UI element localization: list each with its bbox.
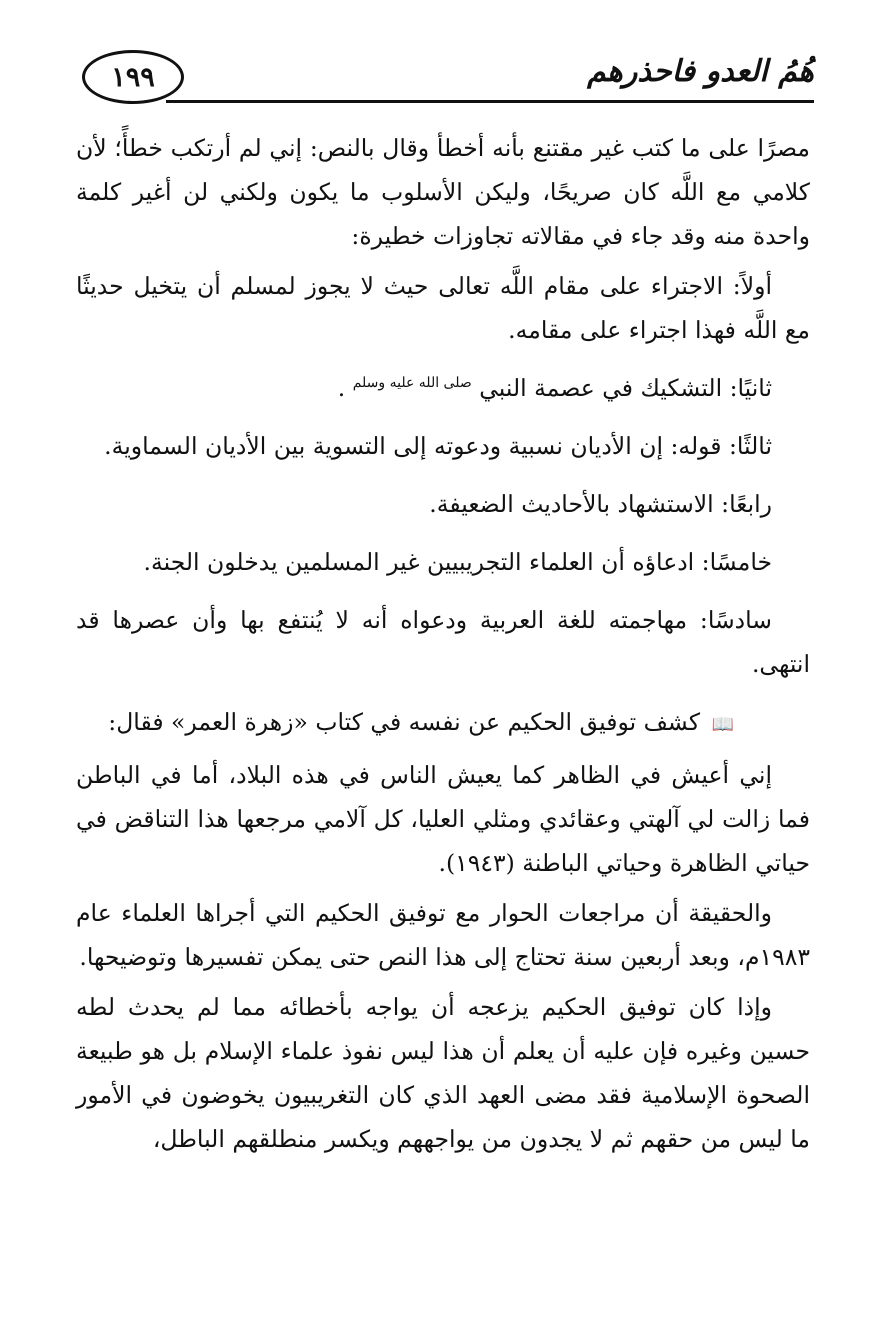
list-item-2-text: ثانيًا: التشكيك في عصمة النبي — [479, 374, 772, 402]
page-header — [70, 44, 814, 106]
header-rule — [166, 100, 814, 103]
running-title: هُمُ العدو فاحذرهم — [587, 54, 814, 89]
list-item-2-end: . — [337, 374, 346, 402]
page-number: ١٩٩ — [82, 50, 184, 104]
salutation-mark: صلى الله عليه وسلم — [352, 375, 472, 392]
list-item-5: خامسًا: ادعاؤه أن العلماء التجريبيين غير المسلمين يدخلون الجنة. — [143, 548, 772, 576]
list-item-2 — [76, 366, 810, 410]
book-icon: 📖 — [711, 714, 734, 735]
paragraph-2: والحقيقة أن مراجعات الحوار مع توفيق الحكيم التي أجراها العلماء عام ١٩٨٣م، وبعد أربعين سنة تحتاج إلى هذا النص حتى يمكن تفسيرها وتوضيحها. — [76, 899, 810, 971]
list-item-1: أولاً: الاجتراء على مقام اللَّه تعالى حيث لا يجوز لمسلم أن يتخيل حديثًا مع اللَّه فهذا اجتراء على مقامه. — [76, 272, 810, 344]
quotation: إني أعيش في الظاهر كما يعيش الناس في هذه البلاد، أما في الباطن فما زالت لي آلهتي وعقائدي ومثلي العليا، كل آلامي مرجعها هذا التناقض في حياتي الظاهرة وحياتي الباطنة (١٩٤٣). — [76, 761, 810, 877]
list-item-6: سادسًا: مهاجمته للغة العربية ودعواه أنه لا يُنتفع بها وأن عصرها قد انتهى. — [76, 606, 810, 678]
note-intro-text: كشف توفيق الحكيم عن نفسه في كتاب «زهرة العمر» فقال: — [108, 708, 701, 736]
list-item-3: ثالثًا: قوله: إن الأديان نسبية ودعوته إلى التسوية بين الأديان السماوية. — [104, 432, 772, 460]
note-intro — [76, 700, 810, 747]
paragraph-3: وإذا كان توفيق الحكيم يزعجه أن يواجه بأخطائه مما لم يحدث لطه حسين وغيره فإن عليه أن يعلم أن هذا ليس نفوذ علماء الإسلام بل هو طبيعة الصحوة الإسلامية فقد مضى العهد الذي كان التغريبيون يخوضون في الأمور ما ليس من حقهم ثم لا يجدون من يواجههم ويكسر منطلقهم الباطل، — [76, 993, 810, 1153]
paragraph-1: مصرًا على ما كتب غير مقتنع بأنه أخطأ وقال بالنص: إني لم أرتكب خطأً؛ لأن كلامي مع اللَّه كان صريحًا، وليكن الأسلوب ما يكون ولكني لن أغير كلمة واحدة منه وقد جاء في مقالاته تجاوزات خطيرة: — [76, 134, 810, 250]
list-item-4: رابعًا: الاستشهاد بالأحاديث الضعيفة. — [429, 490, 772, 518]
page-body — [76, 126, 810, 1167]
